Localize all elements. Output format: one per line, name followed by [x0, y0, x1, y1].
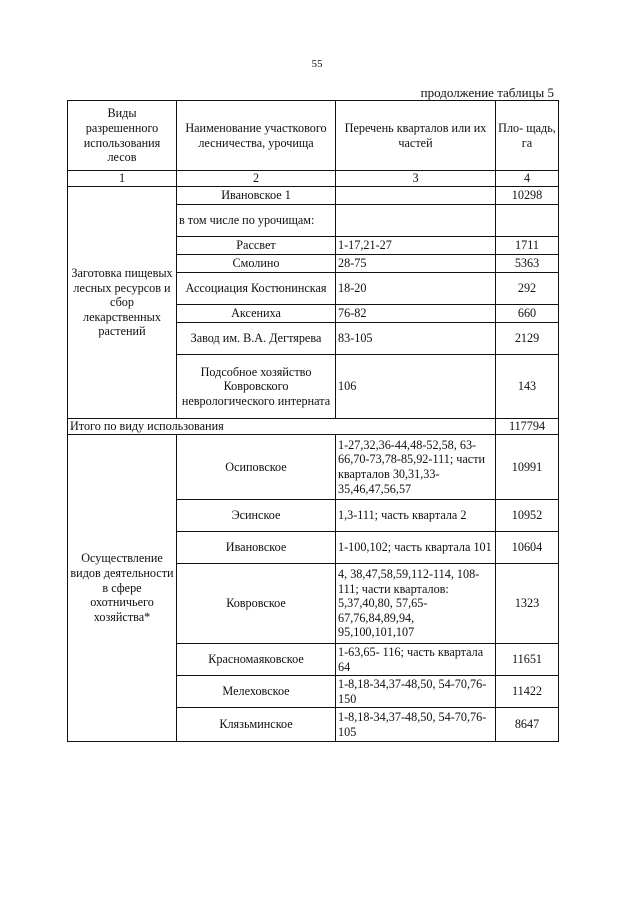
forestry-name: Ассоциация Костюнинская	[177, 273, 336, 305]
forestry-name: Завод им. В.А. Дегтярева	[177, 323, 336, 355]
forestry-name: Подсобное хозяйство Ковровского неврологического интерната	[177, 355, 336, 419]
area-cell: 8647	[496, 708, 559, 742]
quarters-cell: 1-8,18-34,37-48,50, 54-70,76-150	[336, 676, 496, 708]
quarters-cell	[336, 205, 496, 237]
area-cell: 10604	[496, 532, 559, 564]
area-cell: 292	[496, 273, 559, 305]
forestry-name: Аксениха	[177, 305, 336, 323]
forestry-name: Эсинское	[177, 500, 336, 532]
area-cell: 11422	[496, 676, 559, 708]
area-cell: 660	[496, 305, 559, 323]
quarters-cell: 28-75	[336, 255, 496, 273]
area-cell: 10991	[496, 435, 559, 500]
forest-use-table	[67, 100, 559, 742]
quarters-cell	[336, 187, 496, 205]
column-number: 4	[496, 171, 559, 187]
quarters-cell: 1-8,18-34,37-48,50, 54-70,76-105	[336, 708, 496, 742]
area-cell: 1711	[496, 237, 559, 255]
forestry-name: Ивановское	[177, 532, 336, 564]
quarters-cell: 1-63,65- 116; часть квартала 64	[336, 644, 496, 676]
forestry-name: Красномаяковское	[177, 644, 336, 676]
column-number: 1	[68, 171, 177, 187]
forestry-name: Смолино	[177, 255, 336, 273]
area-cell: 1323	[496, 564, 559, 644]
forestry-name: Рассвет	[177, 237, 336, 255]
column-number: 2	[177, 171, 336, 187]
area-cell: 10952	[496, 500, 559, 532]
use-type-cell: Заготовка пищевых лесных ресурсов и сбор лекарственных растений	[68, 187, 177, 419]
quarters-cell: 1-27,32,36-44,48-52,58, 63-66,70-73,78-85,92-111; части кварталов 30,31,33-35,46,47,56,57	[336, 435, 496, 500]
quarters-cell: 76-82	[336, 305, 496, 323]
quarters-cell: 83-105	[336, 323, 496, 355]
header-forestry-name: Наименование участкового лесничества, урочища	[177, 101, 336, 171]
area-cell: 2129	[496, 323, 559, 355]
forestry-name: Ковровское	[177, 564, 336, 644]
total-label: Итого по виду использования	[68, 419, 496, 435]
quarters-cell: 4, 38,47,58,59,112-114, 108-111; части кварталов: 5,37,40,80, 57,65-67,76,84,89,94, 95,100,101,107	[336, 564, 496, 644]
forestry-name: Клязьминское	[177, 708, 336, 742]
forestry-name: Мелеховское	[177, 676, 336, 708]
header-area: Пло- щадь, га	[496, 101, 559, 171]
quarters-cell: 1,3-111; часть квартала 2	[336, 500, 496, 532]
forestry-name: в том числе по урочищам:	[177, 205, 336, 237]
header-use-type: Виды разрешенного использования лесов	[68, 101, 177, 171]
quarters-cell: 18-20	[336, 273, 496, 305]
use-type-cell: Осуществление видов деятельности в сфере охотничьего хозяйства*	[68, 435, 177, 742]
area-cell: 11651	[496, 644, 559, 676]
area-cell: 143	[496, 355, 559, 419]
header-quarters: Перечень кварталов или их частей	[336, 101, 496, 171]
total-area: 117794	[496, 419, 559, 435]
quarters-cell: 106	[336, 355, 496, 419]
quarters-cell: 1-17,21-27	[336, 237, 496, 255]
page-number: 55	[311, 58, 323, 70]
area-cell: 5363	[496, 255, 559, 273]
quarters-cell: 1-100,102; часть квартала 101	[336, 532, 496, 564]
forestry-name: Ивановское 1	[177, 187, 336, 205]
forestry-name: Осиповское	[177, 435, 336, 500]
area-cell	[496, 205, 559, 237]
area-cell: 10298	[496, 187, 559, 205]
table-continuation-label: продолжение таблицы 5	[420, 85, 554, 100]
column-number: 3	[336, 171, 496, 187]
